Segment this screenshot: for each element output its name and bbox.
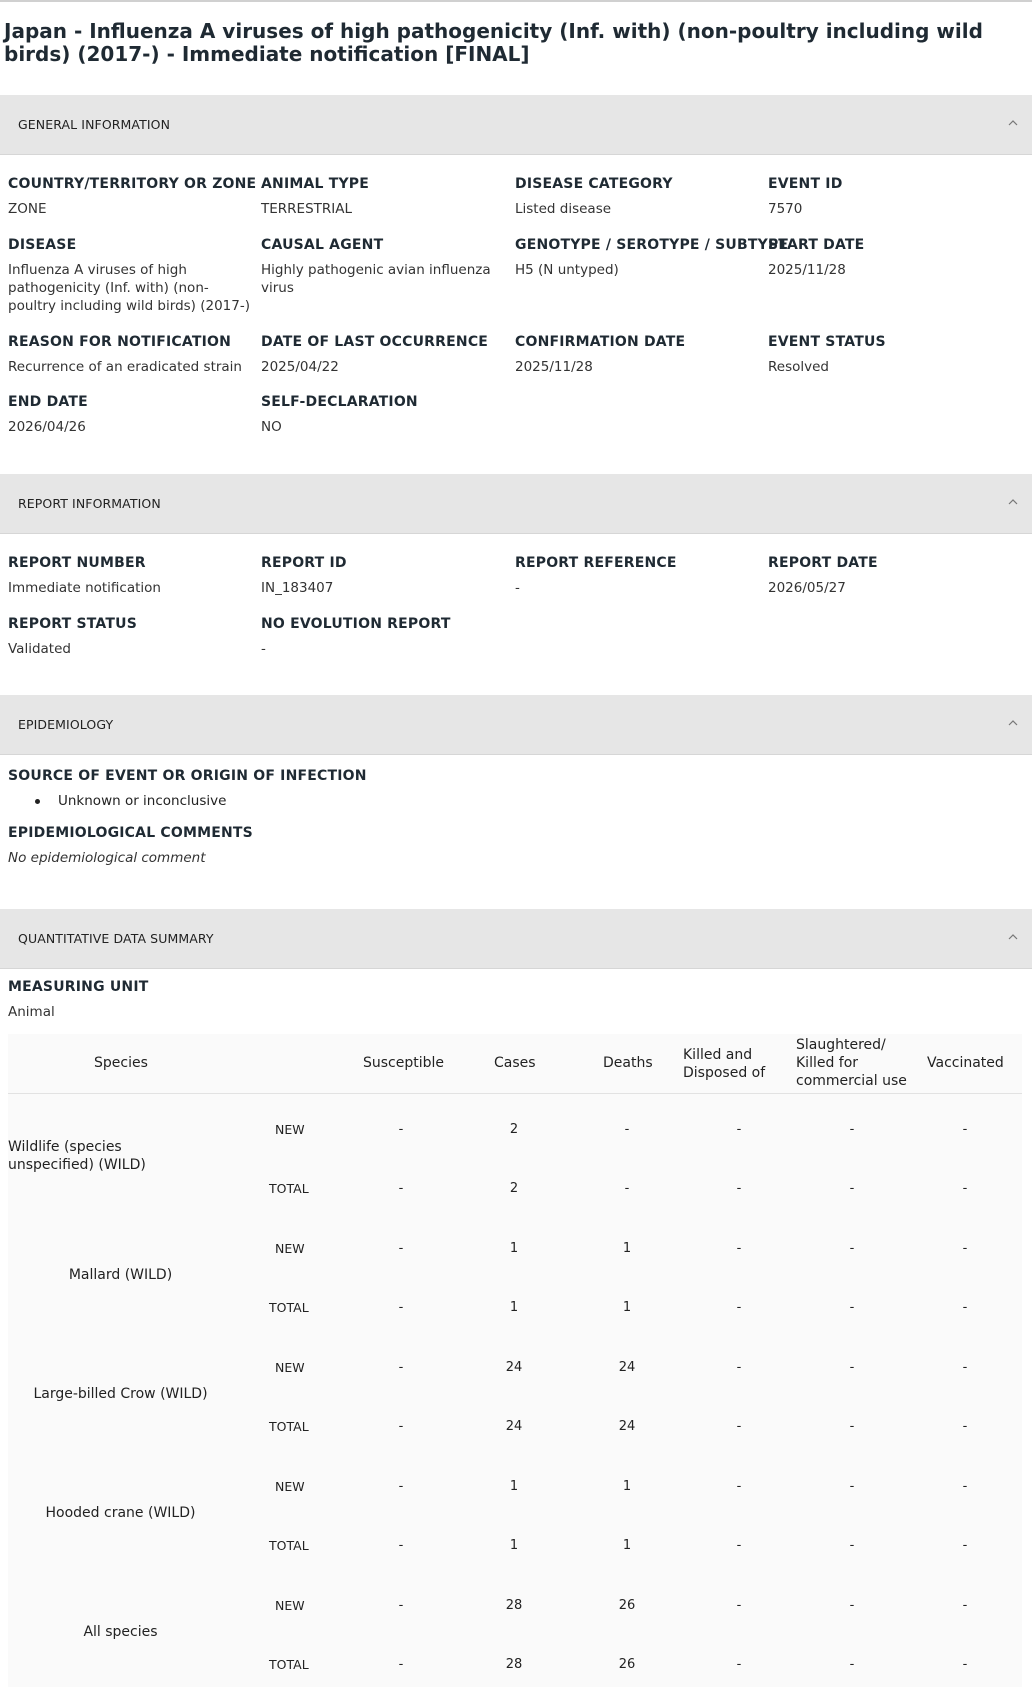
column-header-cases: Cases bbox=[494, 1055, 536, 1071]
table-cell: - bbox=[849, 1538, 855, 1553]
field-start-date: START DATE 2025/11/28 bbox=[768, 237, 865, 278]
table-cell: - bbox=[398, 1300, 404, 1315]
table-cell: - bbox=[736, 1419, 742, 1434]
table-cell: - bbox=[398, 1657, 404, 1672]
column-header-slaughtered: Slaughtered/ Killed for commercial use bbox=[796, 1037, 907, 1089]
species-name: Mallard (WILD) bbox=[68, 1267, 173, 1283]
field-last-occurrence: DATE OF LAST OCCURRENCE 2025/04/22 bbox=[261, 334, 489, 375]
field-report-reference: REPORT REFERENCE - bbox=[515, 555, 677, 596]
table-cell: - bbox=[849, 1598, 855, 1613]
table-cell: 1 bbox=[622, 1241, 632, 1256]
row-type-label: NEW bbox=[275, 1122, 305, 1137]
table-cell: - bbox=[962, 1181, 968, 1196]
table-cell: 1 bbox=[509, 1241, 519, 1256]
table-cell: - bbox=[736, 1181, 742, 1196]
field-event-id: EVENT ID 7570 bbox=[768, 176, 843, 217]
section-title: REPORT INFORMATION bbox=[18, 496, 161, 511]
table-cell: - bbox=[398, 1122, 404, 1137]
table-cell: - bbox=[736, 1360, 742, 1375]
table-cell: - bbox=[398, 1479, 404, 1494]
field-disease: DISEASE Influenza A viruses of high pathogenicity (Inf. with) (non-poultry including wild birds) (2017-) bbox=[8, 237, 250, 314]
row-type-label: NEW bbox=[275, 1479, 305, 1494]
table-cell: - bbox=[736, 1300, 742, 1315]
section-title: QUANTITATIVE DATA SUMMARY bbox=[18, 931, 214, 946]
field-report-number: REPORT NUMBER Immediate notification bbox=[8, 555, 161, 596]
table-cell: - bbox=[736, 1122, 742, 1137]
page-title: Japan - Influenza A viruses of high pathogenicity (Inf. with) (non-poultry including wild birds) (2017-) - Immediate notification [FINAL] bbox=[4, 19, 983, 66]
section-title: GENERAL INFORMATION bbox=[18, 117, 171, 132]
field-self-declaration: SELF-DECLARATION NO bbox=[261, 394, 418, 435]
table-cell: - bbox=[736, 1598, 742, 1613]
table-cell: - bbox=[398, 1598, 404, 1613]
field-report-date: REPORT DATE 2026/05/27 bbox=[768, 555, 878, 596]
table-cell: - bbox=[849, 1241, 855, 1256]
table-header-divider bbox=[8, 1093, 1022, 1094]
top-border bbox=[0, 0, 1032, 2]
table-cell: - bbox=[849, 1360, 855, 1375]
field-epidemiological-comments: EPIDEMIOLOGICAL COMMENTS No epidemiological comment bbox=[8, 825, 253, 866]
section-header-report[interactable] bbox=[0, 474, 1032, 534]
table-cell: - bbox=[962, 1598, 968, 1613]
species-name: Wildlife (species unspecified) (WILD) bbox=[8, 1139, 146, 1173]
field-source-of-event: SOURCE OF EVENT OR ORIGIN OF INFECTION bbox=[8, 768, 367, 784]
column-header-species: Species bbox=[94, 1055, 148, 1071]
table-cell: - bbox=[962, 1538, 968, 1553]
table-cell: 24 bbox=[618, 1419, 636, 1434]
table-cell: - bbox=[398, 1538, 404, 1553]
table-cell: - bbox=[849, 1479, 855, 1494]
field-event-status: EVENT STATUS Resolved bbox=[768, 334, 886, 375]
field-end-date: END DATE 2026/04/26 bbox=[8, 394, 88, 435]
field-animal-type: ANIMAL TYPE TERRESTRIAL bbox=[261, 176, 370, 217]
species-name: Large-billed Crow (WILD) bbox=[33, 1386, 208, 1402]
field-causal-agent: CAUSAL AGENT Highly pathogenic avian influenza virus bbox=[261, 237, 491, 296]
table-cell: - bbox=[962, 1360, 968, 1375]
table-cell: 2 bbox=[509, 1122, 519, 1137]
source-list bbox=[43, 793, 226, 809]
section-header-epidemiology[interactable] bbox=[0, 695, 1032, 755]
field-measuring-unit: MEASURING UNIT Animal bbox=[8, 979, 149, 1020]
table-cell: - bbox=[398, 1241, 404, 1256]
table-cell: - bbox=[962, 1419, 968, 1434]
field-genotype: GENOTYPE / SEROTYPE / SUBTYPE H5 (N untyped) bbox=[515, 237, 789, 278]
table-cell: - bbox=[736, 1657, 742, 1672]
species-name: All species bbox=[83, 1624, 158, 1640]
table-cell: - bbox=[398, 1181, 404, 1196]
table-cell: 1 bbox=[509, 1538, 519, 1553]
table-cell: - bbox=[849, 1657, 855, 1672]
table-cell: 1 bbox=[622, 1300, 632, 1315]
table-cell: - bbox=[398, 1360, 404, 1375]
table-cell: - bbox=[962, 1241, 968, 1256]
row-type-label: TOTAL bbox=[269, 1419, 309, 1434]
table-cell: - bbox=[736, 1241, 742, 1256]
table-cell: - bbox=[962, 1122, 968, 1137]
field-reason: REASON FOR NOTIFICATION Recurrence of an eradicated strain bbox=[8, 334, 242, 375]
column-header-susceptible: Susceptible bbox=[363, 1055, 445, 1071]
section-header-quantitative[interactable] bbox=[0, 909, 1032, 969]
table-cell: - bbox=[736, 1479, 742, 1494]
row-type-label: TOTAL bbox=[269, 1538, 309, 1553]
table-cell: - bbox=[849, 1300, 855, 1315]
table-cell: - bbox=[849, 1181, 855, 1196]
table-cell: - bbox=[962, 1300, 968, 1315]
column-header-killed-disposed: Killed and Disposed of bbox=[683, 1047, 766, 1081]
table-cell: 1 bbox=[622, 1479, 632, 1494]
field-confirmation-date: CONFIRMATION DATE 2025/11/28 bbox=[515, 334, 686, 375]
chevron-up-icon[interactable] bbox=[1008, 718, 1018, 728]
table-cell: 26 bbox=[618, 1657, 636, 1672]
table-cell: 1 bbox=[622, 1538, 632, 1553]
row-type-label: NEW bbox=[275, 1598, 305, 1613]
chevron-up-icon[interactable] bbox=[1008, 932, 1018, 942]
table-cell: 1 bbox=[509, 1300, 519, 1315]
field-no-evolution-report: NO EVOLUTION REPORT - bbox=[261, 616, 451, 657]
column-header-vaccinated: Vaccinated bbox=[927, 1055, 1004, 1071]
table-cell: - bbox=[962, 1479, 968, 1494]
table-cell: - bbox=[849, 1122, 855, 1137]
row-type-label: TOTAL bbox=[269, 1300, 309, 1315]
table-cell: - bbox=[624, 1122, 630, 1137]
section-title: EPIDEMIOLOGY bbox=[18, 717, 114, 732]
chevron-up-icon[interactable] bbox=[1008, 118, 1018, 128]
field-disease-category: DISEASE CATEGORY Listed disease bbox=[515, 176, 673, 217]
quantitative-table bbox=[8, 1034, 1022, 1687]
table-cell: 28 bbox=[505, 1657, 523, 1672]
chevron-up-icon[interactable] bbox=[1008, 497, 1018, 507]
table-cell: 24 bbox=[618, 1360, 636, 1375]
field-report-id: REPORT ID IN_183407 bbox=[261, 555, 347, 596]
section-header-general[interactable] bbox=[0, 95, 1032, 155]
row-type-label: NEW bbox=[275, 1360, 305, 1375]
table-cell: 26 bbox=[618, 1598, 636, 1613]
list-item: Unknown or inconclusive bbox=[43, 793, 226, 809]
table-cell: 1 bbox=[509, 1479, 519, 1494]
table-cell: 24 bbox=[505, 1360, 523, 1375]
table-cell: 2 bbox=[509, 1181, 519, 1196]
species-name: Hooded crane (WILD) bbox=[45, 1505, 196, 1521]
field-country: COUNTRY/TERRITORY OR ZONE ZONE bbox=[8, 176, 257, 217]
table-cell: 24 bbox=[505, 1419, 523, 1434]
row-type-label: TOTAL bbox=[269, 1181, 309, 1196]
table-cell: - bbox=[398, 1419, 404, 1434]
row-type-label: NEW bbox=[275, 1241, 305, 1256]
table-cell: - bbox=[736, 1538, 742, 1553]
table-cell: - bbox=[849, 1419, 855, 1434]
row-type-label: TOTAL bbox=[269, 1657, 309, 1672]
table-cell: - bbox=[962, 1657, 968, 1672]
field-report-status: REPORT STATUS Validated bbox=[8, 616, 137, 657]
table-cell: - bbox=[624, 1181, 630, 1196]
column-header-deaths: Deaths bbox=[603, 1055, 653, 1071]
table-cell: 28 bbox=[505, 1598, 523, 1613]
